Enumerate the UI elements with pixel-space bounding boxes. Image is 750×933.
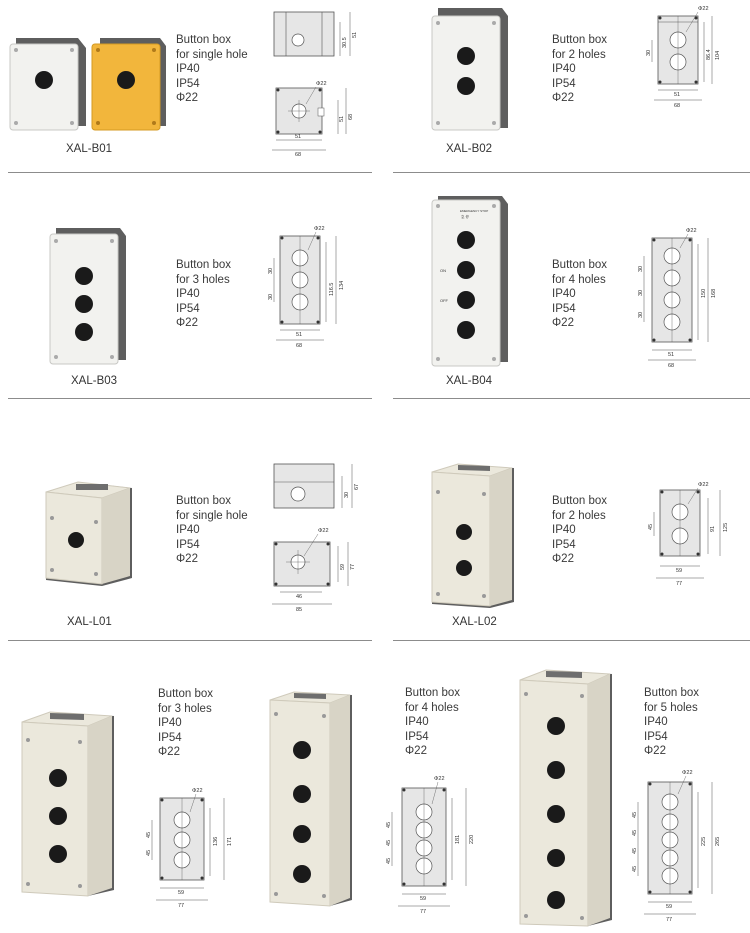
dim-label: 77: [178, 903, 185, 909]
product-photo-xal-b02: [430, 6, 510, 136]
dimension-drawing-xal-b04: [636, 226, 736, 372]
dim-label: 30.5: [342, 37, 348, 48]
desc-line: IP40: [405, 716, 429, 728]
product-description: [176, 33, 248, 106]
dim-label: 45: [386, 821, 392, 828]
dimension-drawing-xal-b03: [264, 224, 364, 350]
separator-row1-left: [8, 172, 372, 173]
dim-label: 68: [295, 152, 302, 158]
desc-line: Φ22: [405, 745, 427, 757]
desc-line: IP40: [552, 63, 576, 75]
dim-label: 46: [296, 594, 303, 600]
desc-line: IP54: [176, 77, 200, 90]
dim-label: 134: [339, 280, 345, 290]
dim-label: 265: [715, 836, 721, 846]
dimension-drawing-3-holes: [140, 784, 244, 910]
desc-line: Φ22: [552, 553, 574, 565]
desc-line: for 3 holes: [176, 273, 230, 286]
desc-line: IP54: [552, 538, 576, 551]
desc-line: Φ22: [176, 92, 198, 104]
product-photo-5-holes: [516, 668, 616, 930]
dim-label: 45: [632, 865, 638, 872]
separator-row3-left: [8, 640, 372, 641]
separator-row1-right: [393, 172, 750, 173]
desc-line: for 4 holes: [405, 701, 459, 714]
desc-line: for 3 holes: [158, 702, 212, 715]
dim-label: 77: [666, 917, 673, 923]
desc-line: Φ22: [176, 317, 198, 329]
desc-line: IP40: [552, 524, 576, 536]
panel-legend: ON: [440, 268, 446, 273]
dim-label: 77: [350, 563, 356, 570]
dim-label: Φ22: [698, 482, 709, 488]
dim-label: 77: [676, 581, 683, 587]
product-photo-xal-b03: [48, 226, 128, 368]
dim-label: 171: [227, 836, 233, 846]
dimension-drawing-xal-l02: [644, 476, 744, 590]
dim-label: 45: [648, 523, 654, 530]
desc-line: IP54: [644, 730, 668, 743]
product-description: [176, 494, 248, 567]
desc-line: Φ22: [158, 746, 180, 758]
dim-label: 51: [352, 31, 358, 38]
desc-line: Button box: [644, 687, 699, 699]
dim-label: Φ22: [682, 770, 693, 776]
desc-line: Button box: [552, 34, 607, 46]
desc-line: for 4 holes: [552, 273, 606, 286]
dim-label: Φ22: [318, 528, 329, 534]
desc-line: for 5 holes: [644, 701, 698, 714]
dim-label: 45: [632, 811, 638, 818]
dim-label: 51: [668, 352, 675, 358]
desc-line: for single hole: [176, 48, 248, 61]
product-description: [176, 258, 231, 331]
desc-line: Φ22: [644, 745, 666, 757]
desc-line: Φ22: [552, 317, 574, 329]
desc-line: IP54: [552, 302, 576, 315]
dim-label: Φ22: [698, 6, 709, 12]
desc-line: Button box: [176, 259, 231, 271]
dim-label: 68: [296, 343, 303, 349]
dim-label: 51: [295, 134, 302, 140]
desc-line: IP40: [552, 288, 576, 300]
dim-label: 51: [296, 332, 303, 338]
dim-label: 45: [386, 839, 392, 846]
dim-label: 59: [178, 890, 185, 896]
product-description: [552, 494, 607, 567]
product-code: XAL-B04: [446, 375, 493, 387]
panel-legend: 急 停: [461, 215, 469, 219]
dim-label: 136: [213, 836, 219, 846]
desc-line: IP54: [176, 302, 200, 315]
dim-label: 125: [723, 522, 729, 532]
product-photo-3-holes: [18, 710, 118, 900]
dim-label: 67: [354, 483, 360, 490]
dim-label: 68: [668, 363, 675, 369]
dim-label: 220: [469, 834, 475, 844]
dim-label: 181: [455, 834, 461, 844]
product-description: [552, 258, 607, 331]
separator-row2-left: [8, 398, 372, 399]
dim-label: 30: [638, 265, 644, 272]
dim-label: 59: [676, 568, 683, 574]
dim-label: 150: [701, 288, 707, 298]
dimension-drawing-xal-b01: [268, 8, 368, 158]
desc-line: IP40: [158, 717, 182, 729]
dim-label: 86.4: [706, 49, 712, 60]
desc-line: Φ22: [552, 92, 574, 104]
dim-label: 68: [674, 103, 681, 109]
dim-label: 45: [146, 849, 152, 856]
dim-label: 30: [646, 49, 652, 56]
dim-label: 30: [268, 293, 274, 300]
dim-label: 59: [666, 904, 673, 910]
desc-line: Button box: [176, 34, 231, 46]
dim-label: Φ22: [314, 226, 325, 232]
product-description: [405, 686, 460, 759]
desc-line: Button box: [552, 259, 607, 271]
desc-line: Button box: [158, 688, 213, 700]
product-description: [644, 686, 699, 759]
dimension-drawing-xal-b02: [644, 4, 744, 110]
desc-line: Button box: [552, 495, 607, 507]
dim-label: 51: [339, 115, 345, 122]
separator-row2-right: [393, 398, 750, 399]
dim-label: 30: [638, 289, 644, 296]
product-code: XAL-B03: [71, 375, 118, 387]
panel-legend: EMERGENCY STOP: [460, 209, 489, 213]
desc-line: IP54: [176, 538, 200, 551]
dim-label: 45: [146, 831, 152, 838]
product-photo-4-holes: [266, 690, 356, 910]
dimension-drawing-4-holes: [382, 772, 488, 920]
dim-label: 85: [296, 607, 303, 613]
panel-legend: OFF: [440, 298, 448, 303]
desc-line: IP54: [405, 730, 429, 743]
desc-line: IP40: [176, 63, 200, 75]
product-photo-xal-l02: [428, 462, 520, 612]
desc-line: for single hole: [176, 509, 248, 522]
product-code: XAL-B02: [446, 143, 493, 155]
product-photo-xal-b04: [430, 194, 512, 370]
dim-label: 59: [420, 896, 427, 902]
product-photo-xal-l01: [42, 480, 138, 590]
separator-row3-right: [393, 640, 750, 641]
dim-label: 116.5: [329, 282, 335, 296]
dim-label: 45: [386, 857, 392, 864]
desc-line: IP40: [644, 716, 668, 728]
dim-label: 30: [344, 491, 350, 498]
dimension-drawing-xal-l01: [268, 458, 368, 618]
dimension-drawing-5-holes: [626, 764, 736, 924]
dim-label: Φ22: [434, 776, 445, 782]
product-description: [552, 33, 607, 106]
product-code: XAL-L02: [452, 616, 497, 628]
product-code: XAL-L01: [67, 616, 112, 628]
desc-line: Button box: [176, 495, 231, 507]
dim-label: 104: [715, 50, 721, 60]
desc-line: Φ22: [176, 553, 198, 565]
dim-label: 68: [348, 113, 354, 120]
dim-label: Φ22: [192, 788, 203, 794]
desc-line: for 2 holes: [552, 509, 606, 522]
product-code: XAL-B01: [66, 143, 113, 155]
dim-label: 30: [268, 267, 274, 274]
dim-label: 45: [632, 847, 638, 854]
dim-label: 45: [632, 829, 638, 836]
product-description: [158, 687, 213, 760]
desc-line: IP40: [176, 524, 200, 536]
product-photo-xal-b01: [8, 30, 168, 140]
dim-label: Φ22: [316, 81, 327, 87]
dim-label: 77: [420, 909, 427, 915]
dim-label: 51: [674, 92, 681, 98]
dim-label: 168: [711, 288, 717, 298]
desc-line: Button box: [405, 687, 460, 699]
desc-line: IP40: [176, 288, 200, 300]
dim-label: 91: [710, 525, 716, 532]
dim-label: 225: [701, 836, 707, 846]
dim-label: Φ22: [686, 228, 697, 234]
desc-line: for 2 holes: [552, 48, 606, 61]
desc-line: IP54: [158, 731, 182, 744]
dim-label: 59: [340, 563, 346, 570]
desc-line: IP54: [552, 77, 576, 90]
dim-label: 30: [638, 311, 644, 318]
